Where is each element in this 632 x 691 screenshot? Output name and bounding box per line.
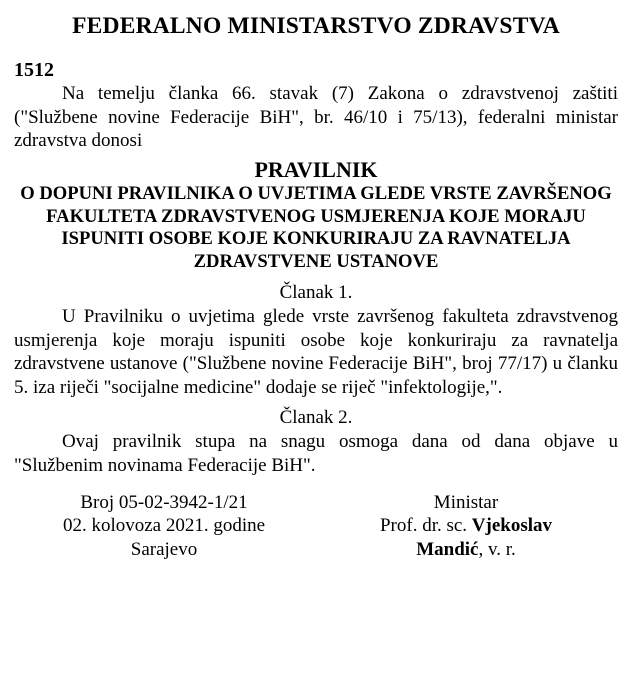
signature-block bbox=[14, 491, 618, 562]
ministry-heading: FEDERALNO MINISTARSTVO ZDRAVSTVA bbox=[72, 13, 560, 39]
article-1-heading: Članak 1. bbox=[279, 281, 353, 303]
signatory-suffix: , v. r. bbox=[478, 538, 516, 560]
signatory-name-line-1 bbox=[314, 514, 618, 538]
signatory-title: Prof. dr. sc. bbox=[379, 515, 472, 537]
article-2-heading: Članak 2. bbox=[279, 407, 353, 429]
document-title: PRAVILNIK bbox=[254, 156, 378, 182]
gazette-page bbox=[14, 8, 618, 561]
reference-column bbox=[14, 491, 314, 562]
document-subtitle: O DOPUNI PRAVILNIKA O UVJETIMA GLEDE VRSTE ZAVRŠENOG FAKULTETA ZDRAVSTVENOG USMJERENJA KOJE MORAJU ISPUNITI OSOBE KOJE KONKURIRAJU ZA RAVNATELJA ZDRAVSTVENE USTANOVE bbox=[20, 182, 612, 273]
signatory-name-line-2 bbox=[314, 538, 618, 562]
article-2-text: Ovaj pravilnik stupa na snagu osmoga dana od dana objave u "Službenim novinama Federacije BiH". bbox=[14, 431, 618, 476]
issue-date: 02. kolovoza 2021. godine bbox=[62, 515, 266, 537]
issue-place: Sarajevo bbox=[130, 538, 198, 560]
signatory-last-name: Mandić bbox=[416, 538, 479, 560]
signatory-first-name: Vjekoslav bbox=[471, 515, 553, 537]
signatory-column bbox=[314, 491, 618, 562]
act-number: 1512 bbox=[14, 59, 54, 81]
article-1-text: U Pravilniku o uvjetima glede vrste završenog fakulteta zdravstvenog usmjerenja koje moraju ispuniti osobe koje konkuriraju za ravnatelja zdravstvene ustanove ("Službene novine Federacije BiH", broj 77/17) u članku 5. iza riječi "socijalne medicine" dodaje se riječ "infektologije,". bbox=[14, 305, 618, 398]
preamble-paragraph: Na temelju članka 66. stavak (7) Zakona o zdravstvenoj zaštiti ("Službene novine Federacije BiH", br. 46/10 i 75/13), federalni ministar zdravstva donosi bbox=[14, 83, 618, 152]
signatory-role: Ministar bbox=[433, 491, 499, 513]
reference-number: Broj 05-02-3942-1/21 bbox=[80, 491, 248, 513]
